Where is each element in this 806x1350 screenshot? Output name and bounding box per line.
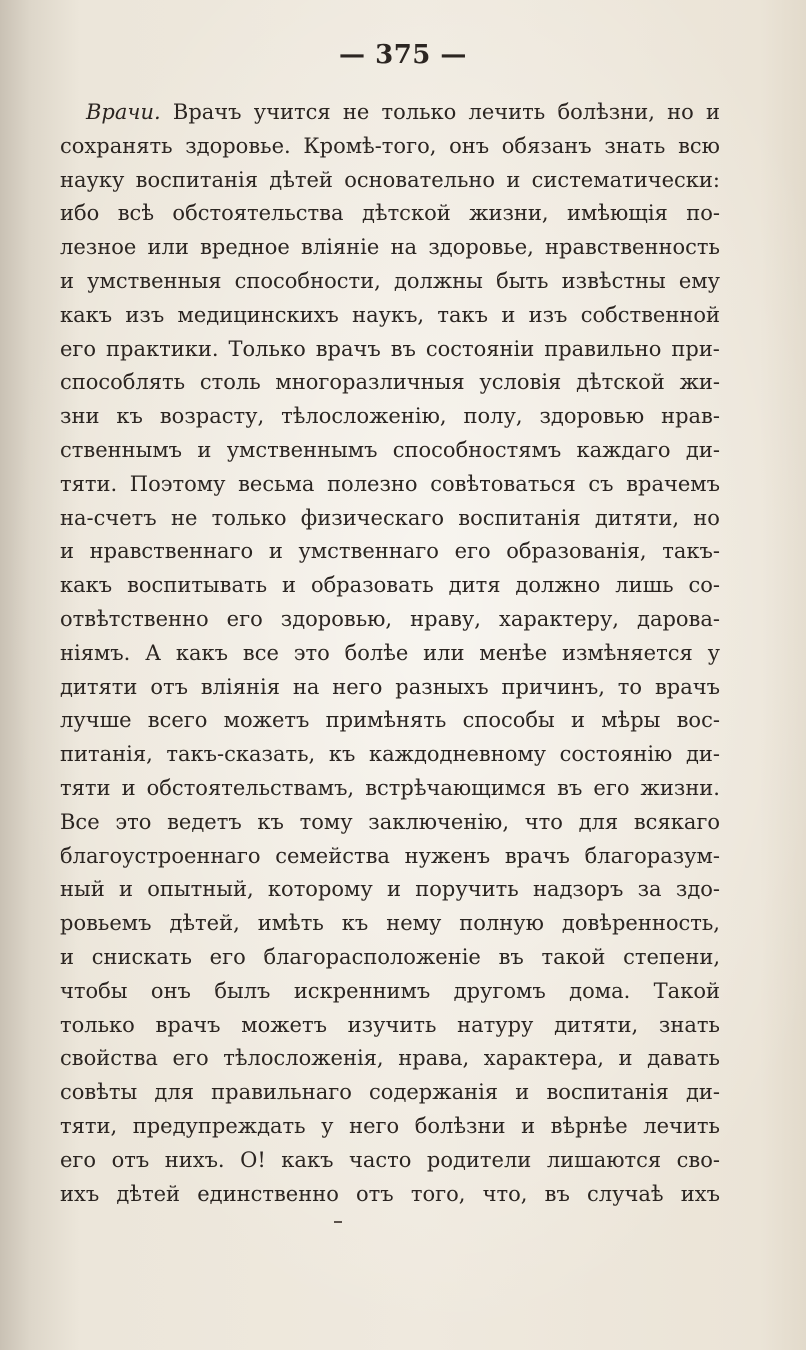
word: состояніи	[425, 336, 535, 361]
word: врачъ	[654, 674, 720, 699]
word: тому	[299, 809, 353, 834]
word: и	[119, 877, 133, 902]
word: нему	[386, 911, 442, 936]
word: изъ	[125, 302, 165, 327]
word: которому	[267, 877, 373, 902]
word: О!	[240, 1147, 266, 1172]
body-paragraph	[60, 96, 720, 1211]
text-line	[60, 873, 720, 907]
word: дитяти,	[594, 505, 679, 530]
word: какъ	[281, 1147, 334, 1172]
word: нравственность	[545, 235, 720, 260]
word: у	[321, 1113, 334, 1138]
word: всю	[678, 133, 720, 158]
word: правильно	[544, 336, 662, 361]
word: и	[618, 1046, 633, 1071]
word: здоровью	[539, 404, 645, 429]
text-line	[60, 907, 720, 941]
word: это	[293, 640, 330, 665]
word: лишь	[615, 573, 674, 598]
word: мѣры	[601, 708, 661, 733]
word: натуру	[457, 1012, 534, 1037]
word: практики.	[106, 336, 219, 361]
word: каждодневному	[368, 742, 547, 767]
text-line	[60, 738, 720, 772]
word: ибо	[60, 201, 100, 226]
word: не	[342, 100, 370, 124]
word: каждаго	[576, 437, 671, 462]
word: можетъ	[241, 1012, 327, 1037]
word: благорасположеніе	[263, 944, 481, 969]
word: лечить	[643, 1113, 720, 1138]
word: съ	[588, 471, 614, 496]
word: изъ	[528, 302, 568, 327]
word: въ	[557, 775, 583, 800]
word: основательно	[344, 167, 496, 192]
word: Только	[228, 336, 306, 361]
word: характера,	[483, 1046, 604, 1071]
word: случаѣ	[587, 1181, 664, 1206]
text-line	[60, 265, 720, 299]
word: какъ	[175, 640, 229, 665]
word: болѣзни	[414, 1113, 506, 1138]
text-line	[60, 1178, 720, 1212]
text-line	[60, 603, 720, 637]
word: болѣе	[344, 640, 409, 665]
word: отъ	[111, 1147, 150, 1172]
word: его	[60, 336, 97, 361]
word: совѣты	[60, 1080, 138, 1105]
text-line	[60, 1110, 720, 1144]
word: Такой	[653, 978, 720, 1003]
word: нраву,	[410, 606, 481, 631]
word: при-	[671, 336, 720, 361]
word: и	[501, 302, 516, 327]
word: что,	[482, 1181, 528, 1206]
word: онъ	[150, 978, 191, 1003]
word: опытный,	[147, 877, 254, 902]
word: ведетъ	[167, 809, 242, 834]
word: дитяти	[60, 674, 138, 699]
word: къ	[257, 809, 284, 834]
word: въ	[544, 1181, 570, 1206]
word: его	[209, 944, 246, 969]
word: заключенію,	[368, 809, 510, 834]
word: тяти	[60, 775, 111, 800]
word: его	[226, 606, 263, 631]
text-line	[60, 637, 720, 671]
word: въ	[390, 336, 416, 361]
word: весьма	[238, 471, 315, 496]
word: лечить	[468, 100, 546, 124]
word: правильнаго	[211, 1080, 352, 1105]
word: здоровье,	[428, 235, 534, 260]
word: къ	[116, 404, 143, 429]
text-line	[60, 704, 720, 738]
word: что	[524, 809, 563, 834]
word: отъ	[150, 674, 188, 699]
word: способлять	[60, 370, 186, 395]
word: всякаго	[633, 809, 720, 834]
word: ди-	[685, 742, 720, 767]
word: медицинскихъ	[177, 302, 339, 327]
word: но	[667, 100, 694, 124]
word: какъ	[60, 573, 113, 598]
word: здо-	[675, 877, 720, 902]
word: всего	[147, 708, 208, 733]
word: былъ	[214, 978, 271, 1003]
word: умственнымъ	[226, 437, 378, 462]
word: ніямъ.	[60, 640, 131, 665]
word: ди-	[685, 437, 720, 462]
word: условія	[479, 370, 562, 395]
word: отъ	[356, 1181, 394, 1206]
text-line	[60, 772, 720, 806]
word: Все	[60, 809, 100, 834]
word: и	[60, 539, 74, 564]
word: воспитанія	[135, 167, 258, 192]
text-line	[60, 840, 720, 874]
text-line	[60, 671, 720, 705]
word: болѣзни,	[557, 100, 655, 124]
word: это	[115, 809, 152, 834]
word: семейства	[275, 843, 390, 868]
text-line	[60, 1144, 720, 1178]
word: дѣтской	[576, 370, 665, 395]
word: ди-	[685, 1080, 720, 1105]
word: сохранять	[60, 133, 173, 158]
word: его	[60, 1147, 97, 1172]
word: единственно	[197, 1181, 339, 1206]
word: къ	[328, 742, 356, 767]
word: имѣть	[257, 911, 324, 936]
word: состоянію	[559, 742, 673, 767]
word: ихъ	[680, 1181, 720, 1206]
word: другомъ	[453, 978, 546, 1003]
word: на	[390, 235, 418, 260]
word: къ	[341, 911, 369, 936]
word: лишаются	[546, 1147, 662, 1172]
word: довѣренность,	[561, 911, 720, 936]
word: врачъ	[504, 843, 570, 868]
word: Поэтому	[129, 471, 226, 496]
word: благоустроеннаго	[60, 843, 261, 868]
word: возрасту,	[159, 404, 265, 429]
text-line	[60, 130, 720, 164]
word: дѣтской	[361, 201, 451, 226]
word: какъ	[60, 302, 113, 327]
text-line	[60, 400, 720, 434]
text-line	[60, 231, 720, 265]
word: всѣ	[117, 201, 154, 226]
word: здоровью,	[280, 606, 393, 631]
word: нихъ.	[164, 1147, 225, 1172]
word: давать	[647, 1046, 720, 1071]
word: дѣтей,	[169, 911, 240, 936]
word: нуженъ	[404, 843, 491, 868]
word: здоровье.	[185, 133, 291, 158]
text-line	[60, 366, 720, 400]
word: и	[515, 1080, 530, 1105]
word: такъ	[437, 302, 489, 327]
word: предупреждать	[132, 1113, 306, 1138]
word: образованія,	[506, 539, 647, 564]
word: для	[154, 1080, 194, 1105]
word: только	[60, 1012, 135, 1037]
word: совѣтоваться	[430, 471, 576, 496]
word: жизни,	[469, 201, 549, 226]
word: его	[593, 775, 630, 800]
word: дарова-	[637, 606, 720, 631]
printer-mark	[334, 1221, 342, 1223]
word: искреннимъ	[293, 978, 431, 1003]
word: полу,	[463, 404, 523, 429]
word: извѣстны	[561, 268, 666, 293]
word: такъ-	[662, 539, 720, 564]
word: быть	[496, 268, 549, 293]
word: снискать	[91, 944, 192, 969]
word: измѣняется	[561, 640, 693, 665]
word: учится	[253, 100, 331, 124]
word: тѣлосложенію,	[281, 404, 447, 429]
word: менѣе	[479, 640, 548, 665]
word: причинъ,	[501, 674, 605, 699]
word: должно	[515, 573, 601, 598]
word: способностямъ	[392, 437, 562, 462]
word: чтобы	[60, 978, 128, 1003]
word: А	[145, 640, 162, 665]
word: знать	[604, 133, 666, 158]
text-line	[60, 434, 720, 468]
word: питанія,	[60, 742, 153, 767]
text-line	[60, 1009, 720, 1043]
word: вліяніе	[301, 235, 380, 260]
word: вредное	[200, 235, 290, 260]
word: тяти.	[60, 471, 118, 496]
word: дѣтей	[269, 167, 333, 192]
word: надзоръ	[532, 877, 624, 902]
word: ихъ	[60, 1181, 100, 1206]
word: ровьемъ	[60, 911, 152, 936]
word: способы	[462, 708, 555, 733]
word: его	[454, 539, 491, 564]
word: воспитанія	[546, 1080, 669, 1105]
word: ственнымъ	[60, 437, 183, 462]
text-line	[60, 1042, 720, 1076]
text-line	[60, 502, 720, 536]
word: тяти,	[60, 1113, 118, 1138]
word: физическаго	[300, 505, 445, 530]
word: столь	[199, 370, 261, 395]
word: способности,	[234, 268, 381, 293]
word: собственной	[580, 302, 720, 327]
word: у	[707, 640, 720, 665]
word: врачъ	[315, 336, 381, 361]
word: дитяти,	[554, 1012, 639, 1037]
word: полезно	[327, 471, 418, 496]
word: врачемъ	[626, 471, 720, 496]
word: онъ	[449, 133, 490, 158]
word: него	[332, 674, 383, 699]
word: науку	[60, 167, 125, 192]
word: него	[349, 1113, 400, 1138]
word: нравственнаго	[89, 539, 254, 564]
text-line	[60, 941, 720, 975]
text-line	[60, 535, 720, 569]
word: встрѣчающимся	[365, 775, 547, 800]
word: дитя	[448, 573, 501, 598]
word: то	[617, 674, 643, 699]
word: и	[121, 775, 136, 800]
word: врачъ	[155, 1012, 221, 1037]
word: ему	[678, 268, 720, 293]
word: вліянія	[200, 674, 280, 699]
word: ный	[60, 877, 105, 902]
word: характеру,	[499, 606, 619, 631]
word: должны	[393, 268, 483, 293]
word: или	[147, 235, 189, 260]
word: только	[211, 505, 287, 530]
word: на	[292, 674, 320, 699]
word: систематически:	[531, 167, 720, 192]
word: свойства	[60, 1046, 158, 1071]
word: вос-	[676, 708, 720, 733]
word: знать	[658, 1012, 720, 1037]
word: но	[693, 505, 720, 530]
word: лучше	[60, 708, 132, 733]
word: по-	[686, 201, 720, 226]
text-line	[60, 468, 720, 502]
word: въ	[498, 944, 524, 969]
word: и	[268, 539, 283, 564]
word: жи-	[679, 370, 720, 395]
word: образовать	[310, 573, 434, 598]
word: изучить	[347, 1012, 437, 1037]
word: примѣнять	[325, 708, 447, 733]
word: степени,	[623, 944, 720, 969]
text-line	[60, 333, 720, 367]
word: и	[197, 437, 212, 462]
word: и	[387, 877, 402, 902]
word: со-	[688, 573, 720, 598]
word: разныхъ	[395, 674, 489, 699]
word: и	[60, 944, 74, 969]
word: его	[172, 1046, 209, 1071]
word: воспитанія	[458, 505, 581, 530]
word: или	[423, 640, 465, 665]
word: умственныя	[87, 268, 222, 293]
word: многоразличныя	[275, 370, 465, 395]
word: нрав-	[661, 404, 720, 429]
lead-word: Врачи.	[86, 100, 161, 124]
word: и	[60, 268, 74, 293]
text-line	[60, 164, 720, 198]
word: умственнаго	[298, 539, 439, 564]
word: зни	[60, 404, 100, 429]
word: обязанъ	[501, 133, 592, 158]
word: содержанія	[369, 1080, 499, 1105]
word: только	[381, 100, 457, 124]
word: Кромѣ-того,	[303, 133, 437, 158]
word: Врачъ	[172, 100, 242, 124]
page-number: — 375 —	[339, 40, 467, 70]
word: дома.	[569, 978, 631, 1003]
word: лезное	[60, 235, 137, 260]
word: вѣрнѣе	[550, 1113, 628, 1138]
word: наукъ,	[352, 302, 425, 327]
word: все	[242, 640, 279, 665]
word: воспитывать	[127, 573, 268, 598]
word: сво-	[676, 1147, 720, 1172]
word: нрава,	[398, 1046, 470, 1071]
word: и	[570, 708, 585, 733]
word: обстоятельствамъ,	[146, 775, 355, 800]
word: для	[578, 809, 619, 834]
word: того,	[410, 1181, 466, 1206]
word: отвѣтственно	[60, 606, 209, 631]
word: и	[705, 100, 720, 124]
word: за	[637, 877, 662, 902]
word: благоразум-	[584, 843, 720, 868]
text-line	[60, 1076, 720, 1110]
text-line	[60, 975, 720, 1009]
text-line	[60, 806, 720, 840]
word: дѣтей	[116, 1181, 181, 1206]
word: и	[506, 167, 521, 192]
word: на-счетъ	[60, 505, 157, 530]
word: такой	[541, 944, 606, 969]
word: имѣющія	[567, 201, 668, 226]
word: часто	[348, 1147, 412, 1172]
word: жизни.	[640, 775, 720, 800]
word: полную	[459, 911, 544, 936]
text-line	[60, 96, 720, 130]
word: тѣлосложенія,	[223, 1046, 384, 1071]
word: не	[170, 505, 198, 530]
word: такъ-сказать,	[166, 742, 316, 767]
word: обстоятельства	[172, 201, 344, 226]
word: и	[521, 1113, 536, 1138]
text-line	[60, 569, 720, 603]
word: можетъ	[223, 708, 310, 733]
text-line	[60, 299, 720, 333]
word: родители	[426, 1147, 532, 1172]
word: поручить	[415, 877, 519, 902]
text-line	[60, 197, 720, 231]
word: и	[282, 573, 296, 598]
